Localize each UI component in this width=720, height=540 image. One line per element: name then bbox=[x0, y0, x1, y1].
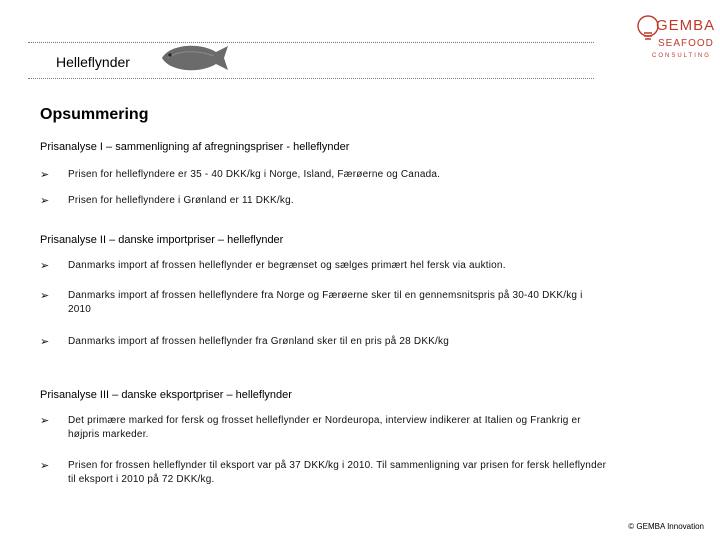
logo-brand: GEMBA bbox=[656, 17, 716, 34]
arrow-bullet-icon: ➢ bbox=[40, 460, 50, 472]
arrow-bullet-icon: ➢ bbox=[40, 415, 50, 427]
list-item-text: Prisen for frossen helleflynder til eksport var på 37 DKK/kg i 2010. Til sammenligning var prisen for fersk helleflynder til eksport i 2010 på 72 DKK/kg. bbox=[68, 460, 607, 485]
section-title: Prisanalyse I – sammenligning af afregningspriser - helleflynder bbox=[40, 141, 350, 153]
gemba-seafood-logo bbox=[636, 6, 716, 60]
section-title: Prisanalyse III – danske eksportpriser – helleflynder bbox=[40, 389, 292, 401]
arrow-bullet-icon: ➢ bbox=[40, 290, 50, 302]
page-heading: Opsummering bbox=[40, 106, 149, 123]
arrow-bullet-icon: ➢ bbox=[40, 260, 50, 272]
list-item-text: Danmarks import af frossen helleflynder er begrænset og sælges primært hel fersk via auktion. bbox=[68, 260, 506, 271]
header-rule-top bbox=[28, 42, 594, 43]
list-item-text: Prisen for helleflyndere er 35 - 40 DKK/kg i Norge, Island, Færøerne og Canada. bbox=[68, 169, 441, 180]
list-item-text: Danmarks import af frossen helleflynder fra Grønland sker til en pris på 28 DKK/kg bbox=[68, 336, 449, 347]
arrow-bullet-icon: ➢ bbox=[40, 169, 50, 181]
list-item-text: Danmarks import af frossen helleflyndere fra Norge og Færøerne sker til en gennemsnitspris på 30-40 DKK/kg i 2010 bbox=[68, 290, 583, 315]
header-rule-bottom bbox=[28, 78, 594, 79]
arrow-bullet-icon: ➢ bbox=[40, 195, 50, 207]
logo-sub: SEAFOOD bbox=[658, 38, 714, 49]
footer-copyright: © GEMBA Innovation bbox=[628, 522, 704, 531]
list-item-text: Prisen for helleflyndere i Grønland er 11 DKK/kg. bbox=[68, 195, 294, 206]
header-title: Helleflynder bbox=[56, 54, 130, 70]
list-item-text: Det primære marked for fersk og frosset helleflynder er Nordeuropa, interview indikerer at Italien og Frankrig er højpris markeder. bbox=[68, 415, 581, 440]
halibut-fish-icon bbox=[158, 42, 230, 74]
logo-sub2: CONSULTING bbox=[652, 53, 711, 59]
section-title: Prisanalyse II – danske importpriser – helleflynder bbox=[40, 234, 284, 246]
arrow-bullet-icon: ➢ bbox=[40, 336, 50, 348]
